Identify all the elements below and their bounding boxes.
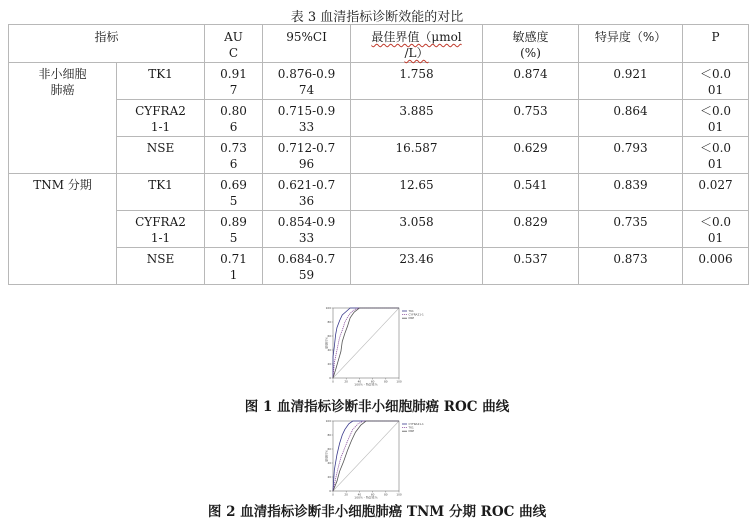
table-row xyxy=(9,137,749,174)
row-p-cell: ＜0.0 01 xyxy=(683,211,749,248)
row-specificity-cell: 0.735 xyxy=(579,211,683,248)
roc-chart-2 xyxy=(325,417,429,499)
row-auc-cell: 0.71 1 xyxy=(205,248,263,285)
row-p-cell: 0.027 xyxy=(683,174,749,211)
header-sensitivity: 敏感度 (%) xyxy=(483,25,579,63)
row-auc-cell: 0.91 7 xyxy=(205,63,263,100)
table-header-row xyxy=(9,25,749,63)
row-marker-cell: CYFRA2 1-1 xyxy=(117,100,205,137)
y-tick-label: 40 xyxy=(327,461,331,465)
y-tick-label: 0 xyxy=(329,489,331,493)
row-marker-cell: NSE xyxy=(117,137,205,174)
row-sensitivity-cell: 0.629 xyxy=(483,137,579,174)
row-marker-cell: CYFRA2 1-1 xyxy=(117,211,205,248)
row-specificity-cell: 0.921 xyxy=(579,63,683,100)
figure-1-caption: 图 1 血清指标诊断非小细胞肺癌 ROC 曲线 xyxy=(244,399,510,415)
row-p-cell: ＜0.0 01 xyxy=(683,63,749,100)
table-row xyxy=(9,211,749,248)
header-indicator: 指标 xyxy=(9,25,205,63)
header-cutoff xyxy=(351,25,483,63)
row-group-cell xyxy=(9,248,117,285)
x-tick-label: 60 xyxy=(370,379,375,384)
row-sensitivity-cell: 0.874 xyxy=(483,63,579,100)
row-auc-cell: 0.73 6 xyxy=(205,137,263,174)
x-axis-label: 100% - 特异性% xyxy=(354,382,378,386)
x-tick-label: 20 xyxy=(344,492,348,497)
x-tick-label: 100 xyxy=(396,492,402,497)
row-sensitivity-cell: 0.537 xyxy=(483,248,579,285)
row-specificity-cell: 0.873 xyxy=(579,248,683,285)
y-tick-label: 20 xyxy=(327,362,331,366)
row-sensitivity-cell: 0.753 xyxy=(483,100,579,137)
header-cutoff-text: 最佳界值（μmol /L） xyxy=(371,30,462,60)
row-auc-cell: 0.80 6 xyxy=(205,100,263,137)
row-cutoff-cell: 23.46 xyxy=(351,248,483,285)
row-ci-cell: 0.876-0.9 74 xyxy=(263,63,351,100)
x-tick-label: 0 xyxy=(332,379,334,384)
row-ci-cell: 0.684-0.7 59 xyxy=(263,248,351,285)
y-tick-label: 60 xyxy=(327,334,331,338)
header-p: P xyxy=(683,25,749,63)
row-specificity-cell: 0.864 xyxy=(579,100,683,137)
legend-label: CYFRA21-1 xyxy=(408,422,424,426)
y-tick-label: 100 xyxy=(325,306,331,310)
row-ci-cell: 0.715-0.9 33 xyxy=(263,100,351,137)
legend-label: TK1 xyxy=(408,425,414,430)
table-row xyxy=(9,100,749,137)
table-row xyxy=(9,174,749,211)
y-tick-label: 80 xyxy=(327,320,331,324)
row-cutoff-cell: 3.058 xyxy=(351,211,483,248)
row-group-cell xyxy=(9,211,117,248)
y-tick-label: 80 xyxy=(327,433,331,437)
reference-line xyxy=(333,421,399,491)
row-p-cell: 0.006 xyxy=(683,248,749,285)
row-p-cell: ＜0.0 01 xyxy=(683,137,749,174)
row-specificity-cell: 0.839 xyxy=(579,174,683,211)
table-row xyxy=(9,248,749,285)
row-sensitivity-cell: 0.541 xyxy=(483,174,579,211)
table-body xyxy=(9,63,749,285)
legend-label: NSE xyxy=(408,429,415,434)
row-auc-cell: 0.69 5 xyxy=(205,174,263,211)
header-auc: AU C xyxy=(205,25,263,63)
x-tick-label: 100 xyxy=(396,379,402,384)
row-cutoff-cell: 3.885 xyxy=(351,100,483,137)
roc-figure-2 xyxy=(325,417,429,499)
x-tick-label: 40 xyxy=(357,379,362,384)
figure-2-caption: 图 2 血清指标诊断非小细胞肺癌 TNM 分期 ROC 曲线 xyxy=(207,504,547,519)
roc-chart-1 xyxy=(325,304,429,386)
row-ci-cell: 0.712-0.7 96 xyxy=(263,137,351,174)
legend-label: NSE xyxy=(408,316,415,321)
row-ci-cell: 0.854-0.9 33 xyxy=(263,211,351,248)
row-group-cell xyxy=(9,100,117,137)
row-specificity-cell: 0.793 xyxy=(579,137,683,174)
row-marker-cell: NSE xyxy=(117,248,205,285)
row-marker-cell: TK1 xyxy=(117,174,205,211)
legend-label: CYFRA21-1 xyxy=(408,312,424,317)
x-tick-label: 20 xyxy=(344,379,348,384)
table-title: 表 3 血清指标诊断效能的对比 xyxy=(290,10,464,25)
roc-figure-1 xyxy=(325,304,429,386)
row-cutoff-cell: 1.758 xyxy=(351,63,483,100)
y-tick-label: 40 xyxy=(327,348,331,352)
header-specificity: 特异度（%） xyxy=(579,25,683,63)
y-axis-label: 敏感性% xyxy=(325,337,329,349)
legend-label: TK1 xyxy=(408,309,414,313)
x-tick-label: 80 xyxy=(384,379,388,384)
row-p-cell: ＜0.0 01 xyxy=(683,100,749,137)
row-group-cell xyxy=(9,137,117,174)
y-tick-label: 100 xyxy=(325,419,331,423)
row-sensitivity-cell: 0.829 xyxy=(483,211,579,248)
row-auc-cell: 0.89 5 xyxy=(205,211,263,248)
header-ci: 95%CI xyxy=(263,25,351,63)
x-tick-label: 0 xyxy=(332,492,334,497)
y-tick-label: 60 xyxy=(327,447,331,451)
x-tick-label: 60 xyxy=(370,492,375,497)
y-tick-label: 0 xyxy=(329,376,331,380)
row-marker-cell: TK1 xyxy=(117,63,205,100)
x-tick-label: 80 xyxy=(384,492,388,497)
x-tick-label: 40 xyxy=(357,492,362,497)
row-cutoff-cell: 16.587 xyxy=(351,137,483,174)
diagnostic-efficacy-table xyxy=(8,24,749,285)
row-group-cell: TNM 分期 xyxy=(9,174,117,211)
row-ci-cell: 0.621-0.7 36 xyxy=(263,174,351,211)
row-cutoff-cell: 12.65 xyxy=(351,174,483,211)
x-axis-label: 100% - 特异性% xyxy=(354,495,378,499)
row-group-cell: 非小细胞 肺癌 xyxy=(9,63,117,100)
y-tick-label: 20 xyxy=(327,475,331,479)
y-axis-label: 敏感性% xyxy=(325,450,329,462)
results-table-container xyxy=(8,24,748,285)
reference-line xyxy=(333,308,399,378)
table-row xyxy=(9,63,749,100)
